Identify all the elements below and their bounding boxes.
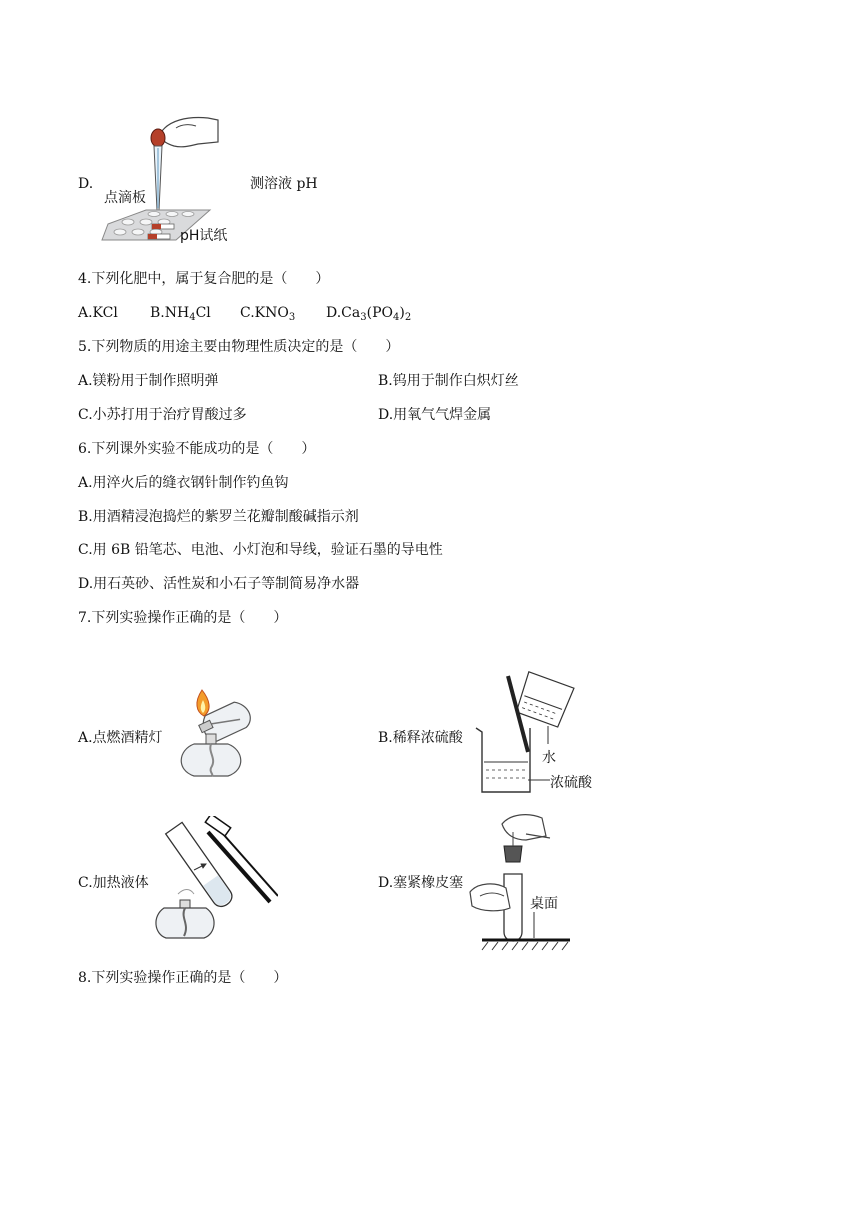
alcohol-lamp-lighting-figure [168,686,260,782]
option-d-caption: 测溶液 pH [250,176,318,192]
q5-option-a: A.镁粉用于制作照明弹 [78,373,219,389]
option-d-label: D. [78,176,94,192]
question-4-stem: 4.下列化肥中，属于复合肥的是（ ） [78,271,330,287]
conc-acid-label: 浓硫酸 [550,775,592,791]
water-label: 水 [542,750,556,766]
question-7-stem: 7.下列实验操作正确的是（ ） [78,610,288,626]
plate-label: 点滴板 [104,190,146,206]
q5-option-d: D.用氧气气焊金属 [378,407,492,423]
q7-option-c: C.加热液体 [78,875,149,891]
question-6-stem: 6.下列课外实验不能成功的是（ ） [78,441,316,457]
q7-option-b: B.稀释浓硫酸 [378,730,463,746]
q6-option-a: A.用淬火后的缝衣钢针制作钓鱼钩 [78,475,289,491]
insert-stopper-figure [466,812,576,952]
desk-label: 桌面 [530,896,558,912]
q4-option-c: $C.KNO_3$ [240,305,296,323]
q5-option-b: B.钨用于制作白炽灯丝 [378,373,519,389]
ph-test-figure [98,112,238,248]
dilute-sulfuric-acid-figure [470,670,600,798]
q5-option-c: C.小苏打用于治疗胃酸过多 [78,407,247,423]
question-8-stem: 8.下列实验操作正确的是（ ） [78,970,288,986]
q6-option-d: D.用石英砂、活性炭和小石子等制简易净水器 [78,576,360,592]
q4-option-d: $D.Ca_3(PO_4)_2$ [326,305,412,323]
q6-option-b: B.用酒精浸泡捣烂的紫罗兰花瓣制酸碱指示剂 [78,509,359,525]
q4-option-a: A.KCl [78,305,118,321]
question-5-stem: 5.下列物质的用途主要由物理性质决定的是（ ） [78,339,400,355]
ph-paper-label: pH试纸 [180,228,228,244]
q6-option-c: C.用 6B 铅笔芯、电池、小灯泡和导线，验证石墨的导电性 [78,542,443,558]
q4-option-b: $B.NH_4Cl$ [150,305,211,323]
q7-option-a: A.点燃酒精灯 [78,730,163,746]
heating-liquid-figure [154,816,278,944]
q7-option-d: D.塞紧橡皮塞 [378,875,464,891]
